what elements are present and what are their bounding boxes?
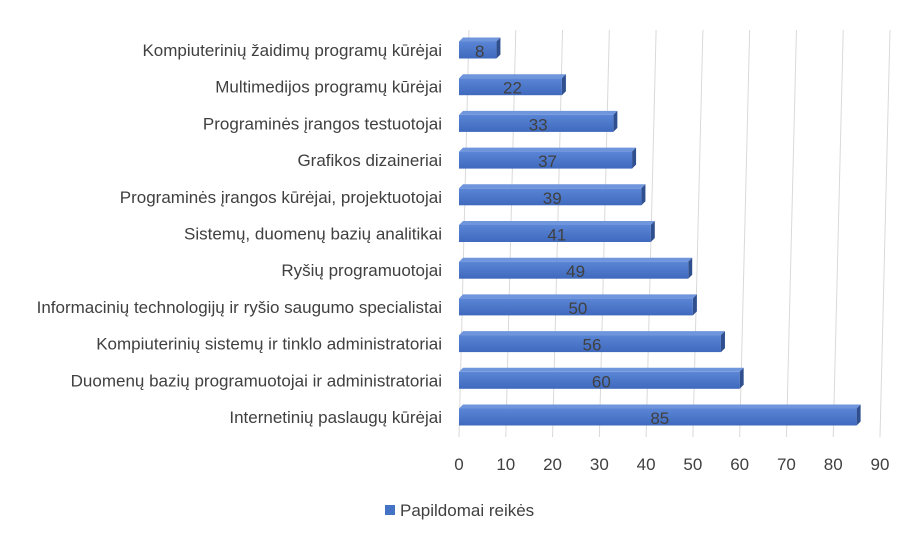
data-label: 85 xyxy=(650,409,670,428)
bar-top-face xyxy=(459,221,655,225)
category-label: Internetinių paslaugų kūrėjai xyxy=(229,408,442,427)
legend xyxy=(385,501,534,520)
data-label: 39 xyxy=(542,188,562,208)
gridline xyxy=(880,30,890,437)
bars xyxy=(459,38,861,429)
category-labels xyxy=(37,41,442,427)
category-label: Sistemų, duomenų bazių analitikai xyxy=(184,224,442,244)
legend-label: Papildomai reikės xyxy=(400,501,535,520)
bar-top-face xyxy=(459,74,566,78)
x-tick-label: 40 xyxy=(636,455,656,474)
x-tick-label: 80 xyxy=(823,455,843,474)
bar-top-face xyxy=(459,405,861,409)
category-label: Programinės įrangos kūrėjai, projektuotojai xyxy=(119,187,442,207)
category-label: Grafikos dizaineriai xyxy=(297,151,442,171)
data-label: 50 xyxy=(568,298,588,318)
bar-top-face xyxy=(459,184,645,188)
x-tick-label: 0 xyxy=(454,455,464,474)
data-label: 8 xyxy=(474,42,485,61)
data-label: 56 xyxy=(582,335,602,355)
gridline xyxy=(786,30,796,437)
x-axis-ticks xyxy=(454,455,889,474)
data-label: 33 xyxy=(528,115,548,135)
bar-top-face xyxy=(459,294,697,298)
x-tick-label: 30 xyxy=(589,455,609,474)
data-label: 37 xyxy=(538,152,557,172)
category-label: Multimedijos programų kūrėjai xyxy=(215,77,442,97)
category-label: Kompiuterinių žaidimų programų kūrėjai xyxy=(142,41,442,60)
x-tick-label: 70 xyxy=(776,455,796,474)
data-label: 49 xyxy=(566,262,586,282)
x-tick-label: 50 xyxy=(683,455,703,474)
bar-top-face xyxy=(459,331,725,335)
category-label: Ryšių programuotojai xyxy=(281,261,442,281)
bar-top-face xyxy=(459,38,500,42)
category-label: Informacinių technologijų ir ryšio saugumo specialistai xyxy=(36,297,442,317)
x-tick-label: 60 xyxy=(730,455,750,474)
category-label: Duomenų bazių programuotojai ir administratoriai xyxy=(70,371,442,391)
bar-top-face xyxy=(459,148,636,152)
gridline xyxy=(833,30,843,437)
x-tick-label: 20 xyxy=(543,455,563,474)
legend-swatch xyxy=(385,505,395,515)
data-label: 60 xyxy=(591,372,611,392)
bar-top-face xyxy=(459,368,744,372)
bar-top-face xyxy=(459,111,617,115)
category-label: Programinės įrangos testuotojai xyxy=(202,114,442,134)
x-tick-label: 90 xyxy=(870,455,890,474)
category-label: Kompiuterinių sistemų ir tinklo administratoriai xyxy=(96,334,442,354)
bar-top-face xyxy=(459,258,692,262)
data-label: 41 xyxy=(547,225,567,245)
data-label: 22 xyxy=(502,78,522,98)
x-tick-label: 10 xyxy=(496,455,516,474)
